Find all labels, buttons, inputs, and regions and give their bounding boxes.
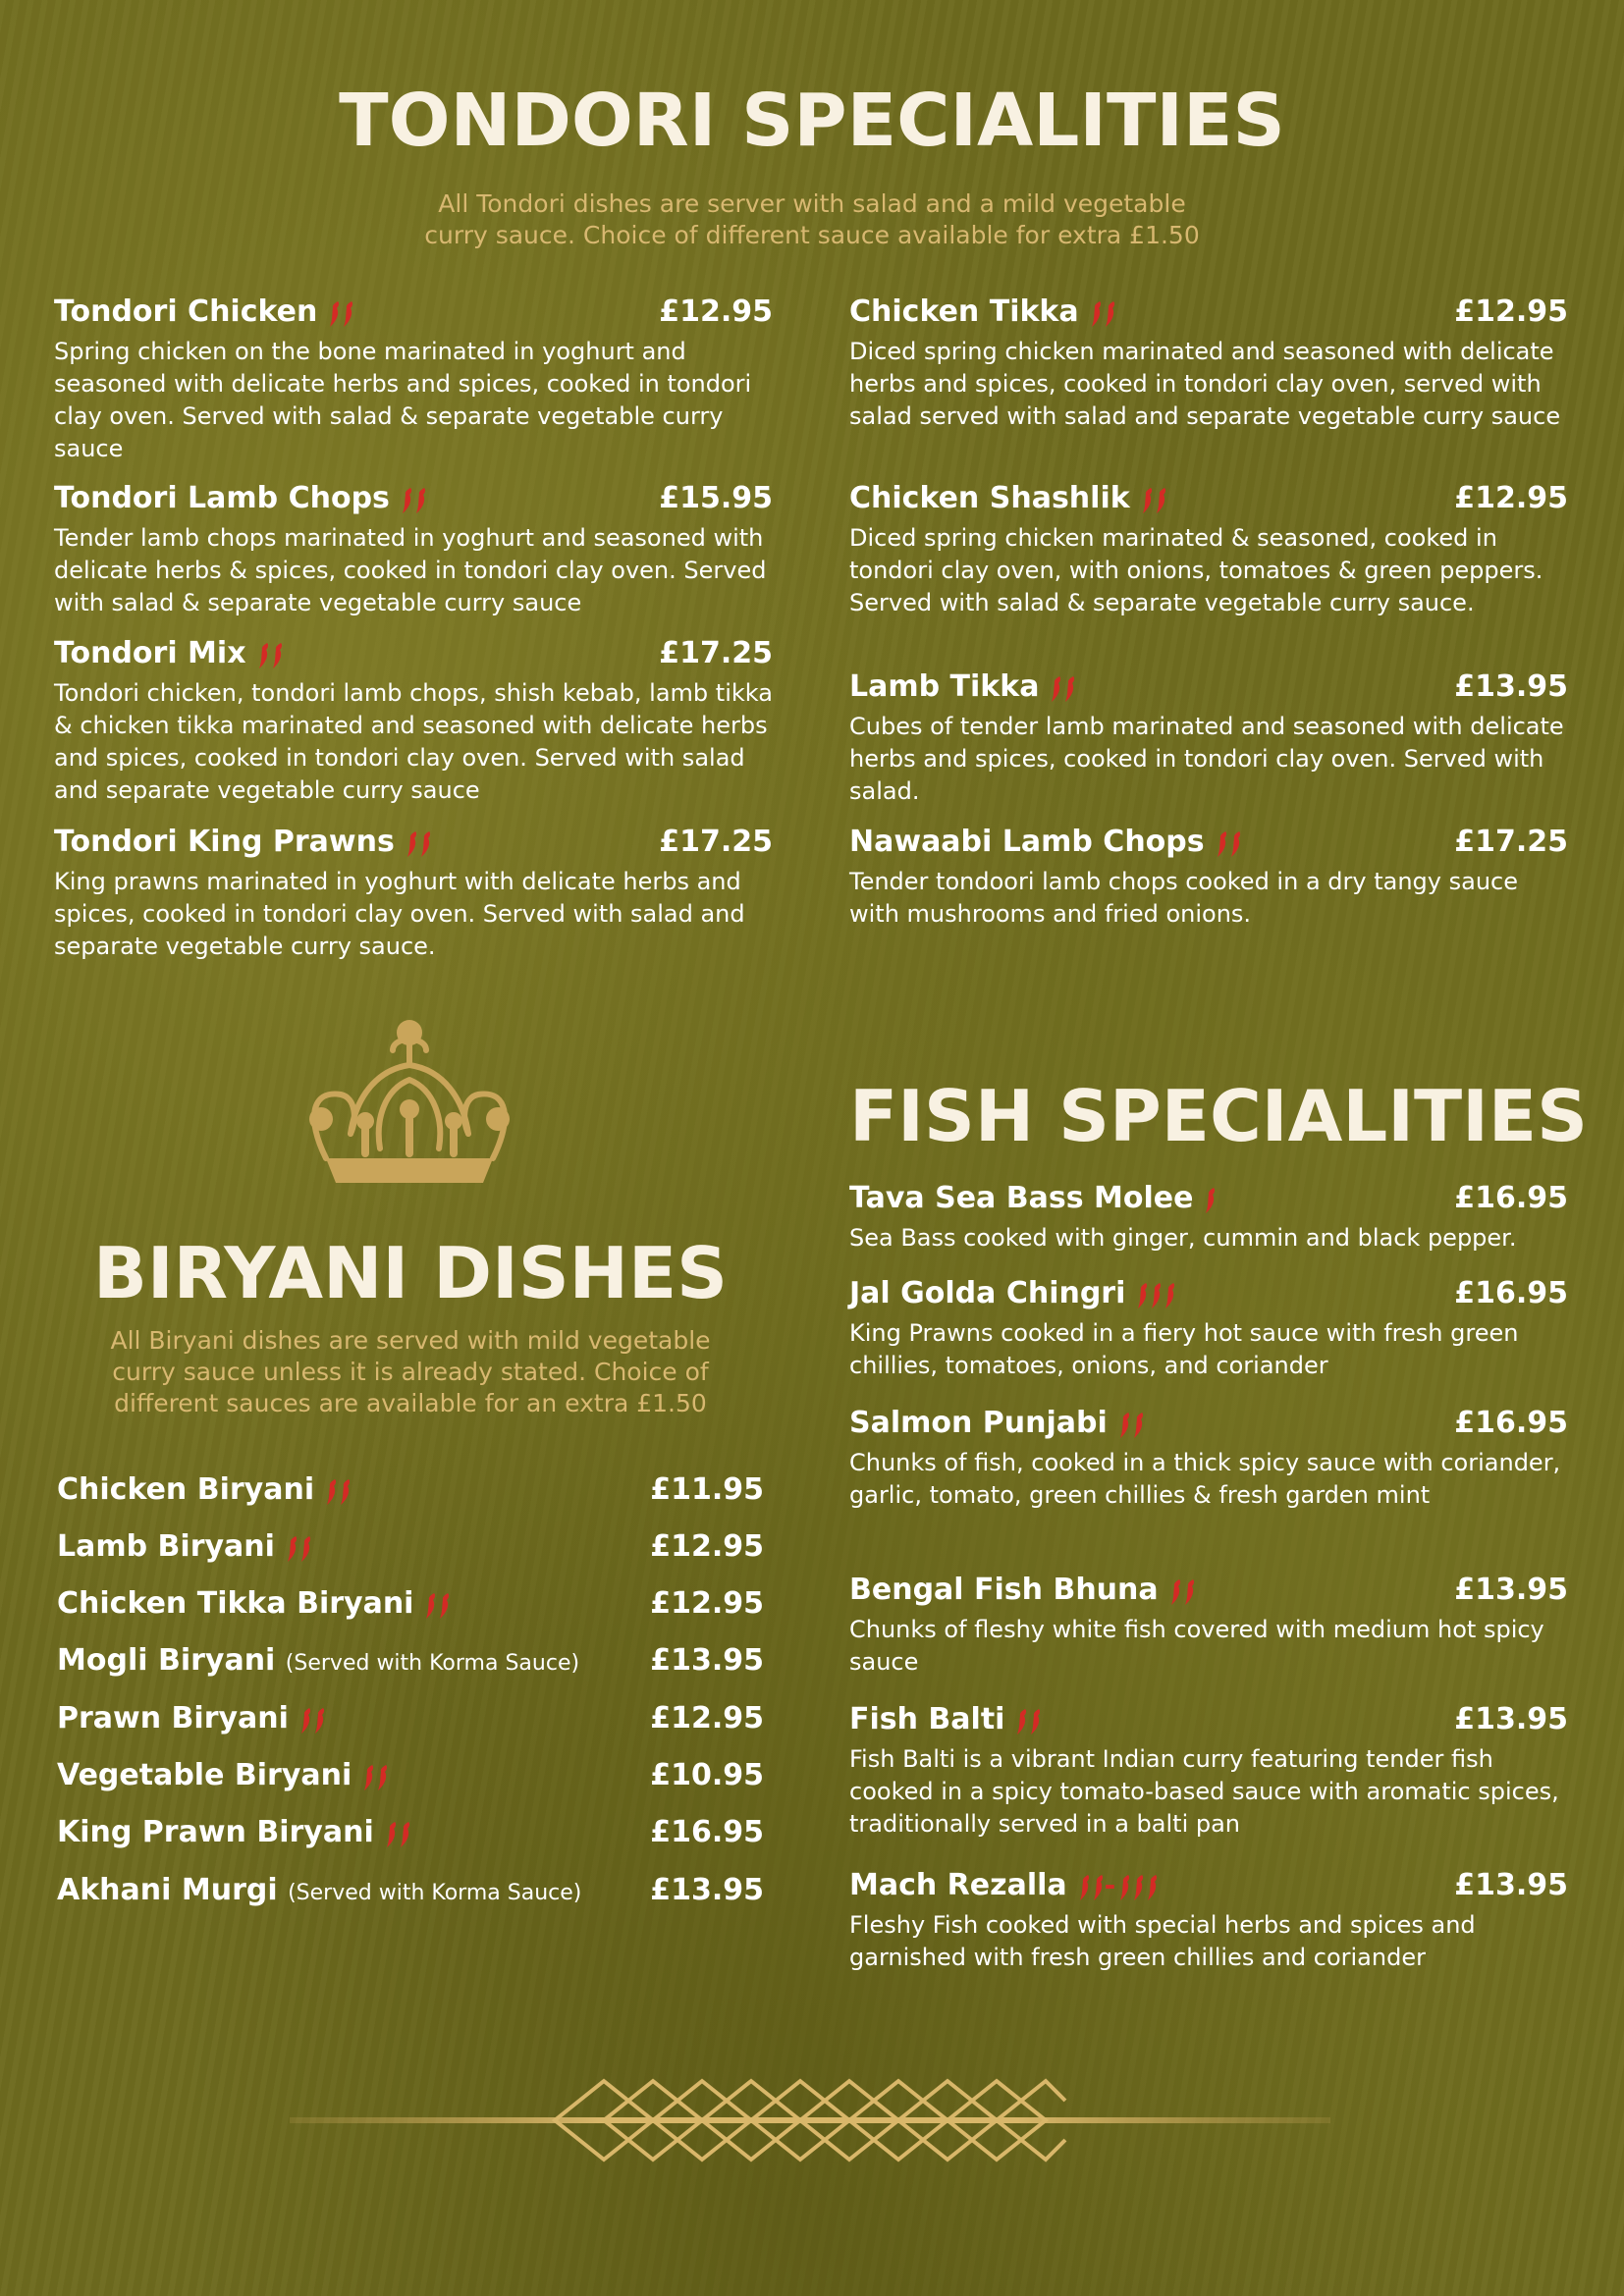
chili-pepper-icon bbox=[1117, 1869, 1159, 1903]
item-name: Prawn Biryani bbox=[57, 1701, 289, 1735]
chili-pepper-icon bbox=[324, 1473, 352, 1508]
item-description: King prawns marinated in yoghurt with delicate herbs and spices, cooked in tondori clay oven. Served with salad and separate vegetable curry sauce. bbox=[54, 868, 745, 960]
item-price: £17.25 bbox=[659, 636, 773, 670]
menu-item-mach-rezalla bbox=[849, 1868, 1568, 1974]
menu-item-chicken-shashlik bbox=[849, 481, 1568, 619]
item-name: Tondori King Prawns bbox=[54, 825, 395, 859]
item-name: Chicken Tikka bbox=[849, 294, 1079, 329]
item-description: Tondori chicken, tondori lamb chops, shish kebab, lamb tikka & chicken tikka marinated and seasoned with delicate herbs and spices, cooked in tondori clay oven. Served with salad and separate vegetable curry sauce bbox=[54, 679, 773, 804]
item-name: Mach Rezalla bbox=[849, 1868, 1067, 1902]
menu-item-chicken-biryani bbox=[57, 1472, 764, 1508]
menu-item-vegetable-biryani bbox=[57, 1758, 764, 1793]
item-name: Chicken Shashlik bbox=[849, 481, 1130, 515]
menu-item-king-prawn-biryani bbox=[57, 1815, 764, 1850]
chili-pepper-icon bbox=[1089, 295, 1116, 330]
chili-pepper-icon bbox=[1077, 1869, 1105, 1903]
item-description: Tender lamb chops marinated in yoghurt and seasoned with delicate herbs & spices, cooked in tondori clay oven. Served with salad & separate vegetable curry sauce bbox=[54, 524, 767, 616]
menu-item-lamb-tikka bbox=[849, 669, 1568, 808]
tandoori-title: TONDORI SPECIALITIES bbox=[339, 79, 1285, 163]
biryani-note: All Biryani dishes are served with mild vegetable curry sauce unless it is already stated. Choice of different sauces are available for an extra £1.50 bbox=[110, 1326, 711, 1417]
item-price: £17.25 bbox=[1454, 825, 1568, 859]
chili-pepper-icon bbox=[405, 826, 432, 860]
item-name: Lamb Tikka bbox=[849, 669, 1040, 704]
chili-pepper-icon bbox=[1135, 1277, 1176, 1311]
item-price: £16.95 bbox=[1454, 1276, 1568, 1310]
item-name: Lamb Biryani bbox=[57, 1529, 275, 1564]
item-name: Vegetable Biryani bbox=[57, 1758, 352, 1792]
crown-icon bbox=[287, 1011, 532, 1198]
item-description: Spring chicken on the bone marinated in yoghurt and seasoned with delicate herbs and spices, cooked in tondori clay oven. Served with salad & separate vegetable curry sauce bbox=[54, 338, 752, 462]
spice-range-separator: - bbox=[1104, 1869, 1116, 1901]
item-description: Sea Bass cooked with ginger, cummin and black pepper. bbox=[849, 1224, 1517, 1252]
item-price: £13.95 bbox=[1454, 1573, 1568, 1607]
item-price: £15.95 bbox=[659, 481, 773, 515]
chili-pepper-icon bbox=[327, 295, 354, 330]
item-description: Fleshy Fish cooked with special herbs and spices and garnished with fresh green chillies and coriander bbox=[849, 1911, 1476, 1971]
diamond-divider-ornament bbox=[290, 2071, 1330, 2169]
menu-item-tondori-king-prawns bbox=[54, 825, 773, 963]
chili-pepper-icon bbox=[1168, 1574, 1196, 1608]
chili-pepper-icon bbox=[1014, 1703, 1042, 1737]
item-price: £12.95 bbox=[1454, 481, 1568, 515]
item-price: £12.95 bbox=[1454, 294, 1568, 329]
item-price: £17.25 bbox=[659, 825, 773, 859]
chili-pepper-icon bbox=[1049, 670, 1076, 705]
item-name: King Prawn Biryani bbox=[57, 1815, 374, 1849]
menu-item-fish-balti bbox=[849, 1702, 1568, 1841]
item-price: £16.95 bbox=[1454, 1406, 1568, 1440]
item-name: Chicken Biryani bbox=[57, 1472, 315, 1507]
item-price: £12.95 bbox=[659, 294, 773, 329]
chili-pepper-icon bbox=[1117, 1407, 1145, 1441]
menu-item-lamb-biryani bbox=[57, 1529, 764, 1565]
fish-title: FISH SPECIALITIES bbox=[849, 1075, 1588, 1157]
menu-item-prawn-biryani bbox=[57, 1701, 764, 1736]
item-description: Chunks of fleshy white fish covered with medium hot spicy sauce bbox=[849, 1616, 1544, 1676]
item-description: Chunks of fish, cooked in a thick spicy sauce with coriander, garlic, tomato, green chillies & fresh garden mint bbox=[849, 1449, 1561, 1509]
item-name: Nawaabi Lamb Chops bbox=[849, 825, 1205, 859]
chili-pepper-icon bbox=[1203, 1182, 1217, 1216]
menu-item-chicken-tikka-biryani bbox=[57, 1586, 764, 1622]
item-price: £16.95 bbox=[1454, 1181, 1568, 1215]
item-price: £13.95 bbox=[1454, 1702, 1568, 1736]
item-description: Fish Balti is a vibrant Indian curry featuring tender fish cooked in a spicy tomato-based sauce with aromatic spices, traditionally served in a balti pan bbox=[849, 1745, 1559, 1838]
item-name: Salmon Punjabi bbox=[849, 1406, 1108, 1440]
item-price: £12.95 bbox=[650, 1529, 764, 1564]
item-name: Tava Sea Bass Molee bbox=[849, 1181, 1194, 1215]
item-price: £12.95 bbox=[650, 1701, 764, 1735]
item-description: Diced spring chicken marinated & seasoned, cooked in tondori clay oven, with onions, tomatoes & green peppers. Served with salad & separate vegetable curry sauce. bbox=[849, 524, 1543, 616]
item-price: £12.95 bbox=[650, 1586, 764, 1621]
chili-pepper-icon bbox=[423, 1587, 451, 1622]
menu-item-akhani-murgi bbox=[57, 1873, 764, 1907]
item-price: £13.95 bbox=[1454, 1868, 1568, 1902]
chili-pepper-icon bbox=[256, 637, 284, 671]
chili-pepper-icon bbox=[400, 482, 427, 516]
item-name: Tondori Lamb Chops bbox=[54, 481, 390, 515]
item-name: Mogli Biryani bbox=[57, 1643, 276, 1678]
item-price: £11.95 bbox=[650, 1472, 764, 1507]
menu-item-mogli-biryani bbox=[57, 1643, 764, 1678]
chili-pepper-icon bbox=[384, 1816, 411, 1850]
menu-item-tondori-mix bbox=[54, 636, 773, 807]
item-price: £13.95 bbox=[650, 1643, 764, 1678]
menu-item-nawaabi-lamb-chops bbox=[849, 825, 1568, 931]
item-description: Cubes of tender lamb marinated and seasoned with delicate herbs and spices, cooked in tondori clay oven. Served with salad. bbox=[849, 713, 1564, 805]
menu-item-tava-sea-bass-molee bbox=[849, 1181, 1568, 1255]
menu-item-jal-golda-chingri bbox=[849, 1276, 1568, 1382]
item-name: Akhani Murgi bbox=[57, 1873, 278, 1907]
menu-item-bengal-fish-bhuna bbox=[849, 1573, 1568, 1679]
item-description: Diced spring chicken marinated and seasoned with delicate herbs and spices, cooked in tondori clay oven, served with salad served with salad and separate vegetable curry sauce bbox=[849, 338, 1561, 430]
chili-pepper-icon bbox=[1140, 482, 1167, 516]
menu-item-tondori-chicken bbox=[54, 294, 773, 465]
item-price: £13.95 bbox=[650, 1873, 764, 1907]
item-description: Tender tondoori lamb chops cooked in a dry tangy sauce with mushrooms and fried onions. bbox=[849, 868, 1518, 928]
biryani-title: BIRYANI DISHES bbox=[93, 1232, 728, 1314]
tandoori-note: All Tondori dishes are server with salad and a mild vegetable curry sauce. Choice of different sauce available for extra £1.50 bbox=[424, 189, 1200, 249]
item-price: £16.95 bbox=[650, 1815, 764, 1849]
item-name: Chicken Tikka Biryani bbox=[57, 1586, 414, 1621]
item-name: Bengal Fish Bhuna bbox=[849, 1573, 1159, 1607]
item-note: (Served with Korma Sauce) bbox=[285, 1651, 580, 1676]
chili-pepper-icon bbox=[298, 1702, 326, 1736]
chili-pepper-icon bbox=[285, 1530, 312, 1565]
item-name: Tondori Mix bbox=[54, 636, 246, 670]
item-price: £10.95 bbox=[650, 1758, 764, 1792]
chili-pepper-icon bbox=[1215, 826, 1242, 860]
item-note: (Served with Korma Sauce) bbox=[288, 1881, 582, 1905]
menu-item-chicken-tikka bbox=[849, 294, 1568, 433]
item-name: Fish Balti bbox=[849, 1702, 1005, 1736]
item-name: Tondori Chicken bbox=[54, 294, 318, 329]
menu-item-salmon-punjabi bbox=[849, 1406, 1568, 1512]
item-price: £13.95 bbox=[1454, 669, 1568, 704]
item-description: King Prawns cooked in a fiery hot sauce with fresh green chillies, tomatoes, onions, and coriander bbox=[849, 1319, 1519, 1379]
item-name: Jal Golda Chingri bbox=[849, 1276, 1126, 1310]
menu-item-tondori-lamb-chops bbox=[54, 481, 773, 619]
chili-pepper-icon bbox=[361, 1759, 389, 1793]
